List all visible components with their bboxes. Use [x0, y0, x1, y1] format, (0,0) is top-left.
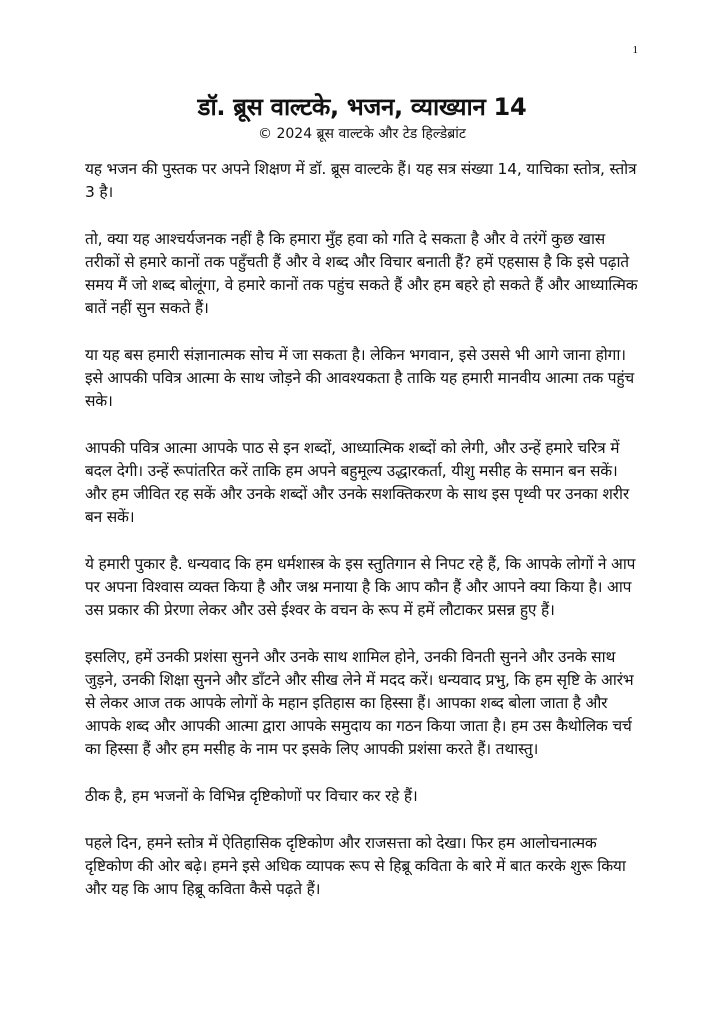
document-body [85, 158, 641, 925]
page-number: 1 [632, 44, 638, 56]
paragraph: ठीक है, हम भजनों के विभिन्न दृष्टिकोणों पर विचार कर रहे हैं। [85, 787, 418, 805]
paragraph: यह भजन की पुस्तक पर अपने शिक्षण में डॉ. ब्रूस वाल्टके हैं। यह सत्र संख्या 14, याचिका स्तोत्र, स्तोत्र 3 है। [85, 160, 637, 201]
paragraph: या यह बस हमारी संज्ञानात्मक सोच में जा सकता है। लेकिन भगवान, इसे उससे भी आगे जाना होगा। इसे आपकी पवित्र आत्मा के साथ जोड़ने की आवश्यकता है ताकि यह हमारी मानवीय आत्मा तक पहुंच सके। [85, 346, 635, 410]
paragraph: तो, क्या यह आश्चर्यजनक नहीं है कि हमारा मुँह हवा को गति दे सकता है और वे तरंगें कुछ खास तरीकों से हमारे कानों तक पहुँचती हैं और वे शब्द और विचार बनाती हैं? हमें एहसास है कि इसे पढ़ाते समय मैं जो शब्द बोलूंगा, वे हमारे कानों तक पहुंच सकते हैं और हम बहरे हो सकते हैं और आध्यात्मिक बातें नहीं सुन सकते हैं। [85, 230, 638, 317]
paragraph: इसलिए, हमें उनकी प्रशंसा सुनने और उनके साथ शामिल होने, उनकी विनती सुनने और उनके साथ जुड़ने, उनकी शिक्षा सुनने और डाँटने और सीख लेने में मदद करें। धन्यवाद प्रभु, कि हम सृष्टि के आरंभ से लेकर आज तक आपके लोगों के महान इतिहास का हिस्सा हैं। आपका शब्द बोला जाता है और आपके शब्द और आपकी आत्मा द्वारा आपके समुदाय का गठन किया जाता है। हम उस कैथोलिक चर्च का हिस्सा हैं और हम मसीह के नाम पर इसके लिए आपकी प्रशंसा करते हैं। तथास्तु। [85, 648, 634, 758]
paragraph: पहले दिन, हमने स्तोत्र में ऐतिहासिक दृष्टिकोण और राजसत्ता को देखा। फिर हम आलोचनात्मक दृष्टिकोण की ओर बढ़े। हमने इसे अधिक व्यापक रूप से हिब्रू कविता के बारे में बात करके शुरू किया और यह कि आप हिब्रू कविता कैसे पढ़ते हैं। [85, 834, 626, 898]
copyright-line: © 2024 ब्रूस वाल्टके और टेड हिल्डेब्रांट [258, 126, 466, 142]
document-title: डॉ. ब्रूस वाल्टके, भजन, व्याख्यान 14 [197, 93, 527, 121]
paragraph: ये हमारी पुकार है. धन्यवाद कि हम धर्मशास्त्र के इस स्तुतिगान से निपट रहे हैं, कि आपके लोगों ने आप पर अपना विश्वास व्यक्त किया है और जश्न मनाया है कि आप कौन हैं और आपने क्या किया है। आप उस प्रकार की प्रेरणा लेकर और उसे ईश्वर के वचन के रूप में हमें लौटाकर प्रसन्न हुए हैं। [85, 555, 636, 619]
paragraph: आपकी पवित्र आत्मा आपके पाठ से इन शब्दों, आध्यात्मिक शब्दों को लेगी, और उन्हें हमारे चरित्र में बदल देगी। उन्हें रूपांतरित करें ताकि हम अपने बहुमूल्य उद्धारकर्ता, यीशु मसीह के समान बन सकें। और हम जीवित रह सकें और उनके शब्दों और उनके सशक्तिकरण के साथ इस पृथ्वी पर उनका शरीर बन सकें। [85, 439, 629, 526]
document-header [0, 92, 724, 144]
